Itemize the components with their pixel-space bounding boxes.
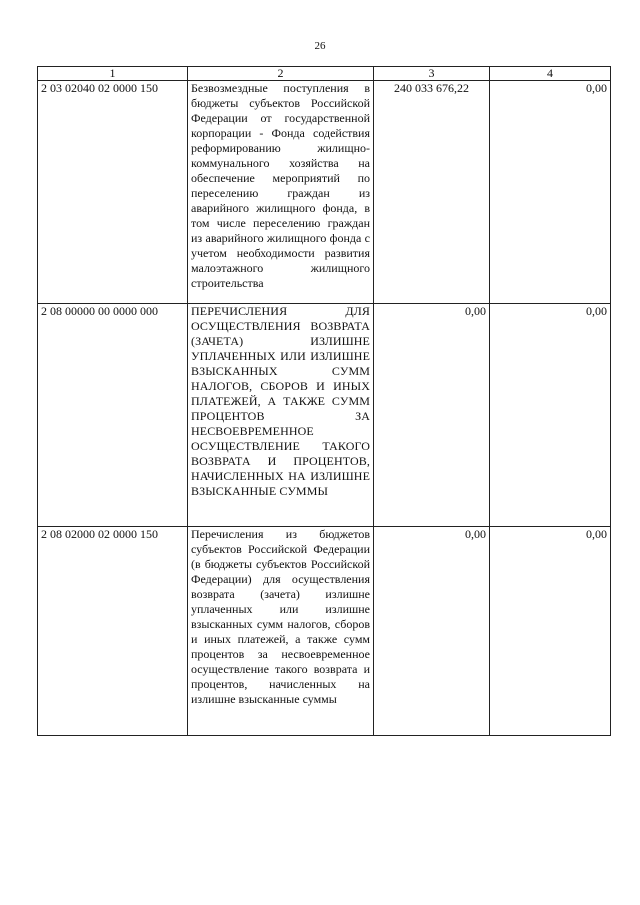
amount-col3-cell: 0,00 xyxy=(374,527,490,736)
income-name-text: ПЕРЕЧИСЛЕНИЯ ДЛЯ ОСУЩЕСТВЛЕНИЯ ВОЗВРАТА (ЗАЧЕТА) ИЗЛИШНЕ УПЛАЧЕННЫХ ИЛИ ИЗЛИШНЕ ВЗЫСКАННЫХ СУММ НАЛОГОВ, СБОРОВ И ИНЫХ ПЛАТЕЖЕЙ, А ТАКЖЕ СУММ ПРОЦЕНТОВ ЗА НЕСВОЕВРЕМЕННОЕ ОСУЩЕСТВЛЕНИЕ ТАКОГО ВОЗВРАТА И ПРОЦЕНТОВ, НАЧИСЛЕННЫХ НА ИЗЛИШНЕ ВЗЫСКАННЫЕ СУММЫ xyxy=(191,304,370,498)
column-header-3: 3 xyxy=(374,67,490,81)
table-row xyxy=(38,527,611,736)
income-name-text: Безвозмездные поступления в бюджеты субъектов Российской Федерации от государственной корпорации - Фонда содействия реформированию жилищно-коммунального хозяйства на обеспечение мероприятий по переселению граждан из аварийного жилищного фонда, в том числе переселению граждан из аварийного жилищного фонда с учетом необходимости развития малоэтажного жилищного строительства xyxy=(191,81,370,290)
amount-col4-cell: 0,00 xyxy=(490,527,611,736)
budget-code-cell: 2 08 00000 00 0000 000 xyxy=(38,304,188,527)
column-header-2: 2 xyxy=(188,67,374,81)
budget-code-cell: 2 08 02000 02 0000 150 xyxy=(38,527,188,736)
amount-col3-cell: 240 033 676,22 xyxy=(374,81,490,304)
table-header-row xyxy=(38,67,611,81)
amount-col4-cell: 0,00 xyxy=(490,81,611,304)
table-row xyxy=(38,304,611,527)
income-name-cell xyxy=(188,527,374,736)
income-name-cell xyxy=(188,304,374,527)
column-header-1: 1 xyxy=(38,67,188,81)
income-name-text: Перечисления из бюджетов субъектов Российской Федерации (в бюджеты субъектов Российской Федерации) для осуществления возврата (зачета) излишне уплаченных или излишне взысканных сумм налогов, сборов и иных платежей, а также сумм процентов за несвоевременное осуществление такого возврата и процентов, начисленных на излишне взысканные суммы xyxy=(191,527,370,706)
budget-table xyxy=(37,66,611,736)
amount-col4-cell: 0,00 xyxy=(490,304,611,527)
column-header-4: 4 xyxy=(490,67,611,81)
table-row xyxy=(38,81,611,304)
amount-col3-cell: 0,00 xyxy=(374,304,490,527)
income-name-cell xyxy=(188,81,374,304)
page-number: 26 xyxy=(314,40,326,52)
budget-code-cell: 2 03 02040 02 0000 150 xyxy=(38,81,188,304)
